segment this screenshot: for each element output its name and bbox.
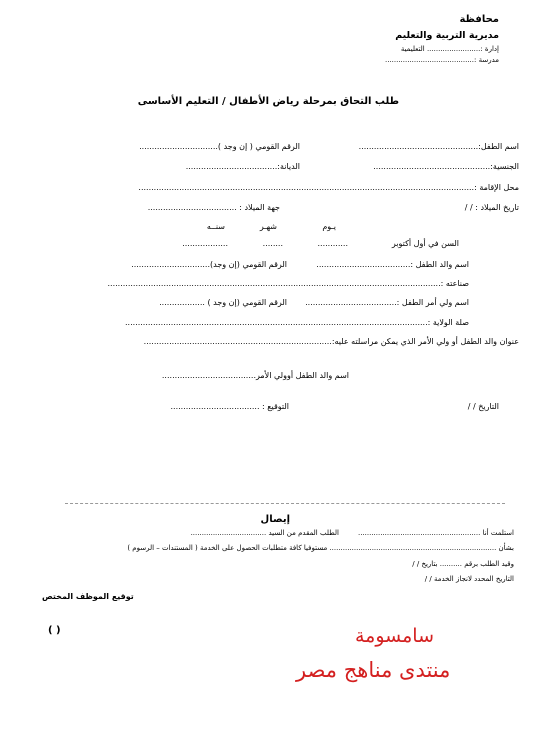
relationship-field: صلة الولاية :....................................................................................................................... [125,318,469,327]
column-day: يـوم [322,222,336,231]
receipt-line-4: التاريخ المحدد لانجاز الخدمة / / [424,575,514,583]
age-month-dots: ........ [262,239,283,248]
father-name-field: اسم والد الطفل :..................................... [316,260,469,269]
guardian-name-field: اسم ولي أمر الطفل :.................................... [305,298,469,307]
nationality-field: الجنسية:.............................................. [373,162,519,171]
receipt-title: إيصال [260,514,290,525]
national-id-field-3: الرقم القومي (إن وجد ) .................. [159,298,287,307]
religion-field: الديانة:.................................... [185,162,300,171]
national-id-field-1: الرقم القومي ( إن وجد )............................... [139,142,300,151]
receipt-line-2: بشأن ........................................................................... مستوفيا كافة متطلبات الحصول على الخدمة ( المستندات – الرسوم ) [127,544,514,552]
page-title: طلب التحاق بمرحلة رياض الأطفال / التعليم الأساسى [137,96,399,107]
birth-date-field: تاريخ الميلاد : / / [464,203,519,212]
father-job-field: صناعته :................................................................................................................................... [107,279,469,288]
receipt-line-1-left: الطلب المقدم من السيد .................................. [190,529,339,537]
administration-line: إدارة :........................ التعليمية [400,45,499,53]
school-line: مدرسة :........................................ [384,56,499,64]
address-field: عنوان والد الطفل أو ولي الأمر الذي يمكن مراسلته عليه:.......................................................................... [143,337,519,346]
governorate-label: محافظة [459,14,499,25]
residence-field: محل الإقامة :.................................................................................................................................... [138,183,519,192]
signature-field: التوقيع : ................................... [170,402,289,411]
directorate-label: مديرية التربية والتعليم [395,30,499,41]
receipt-line-3: وقيد الطلب برقم .......... بتاريخ / / [412,560,514,568]
stamp-line-2: منتدى مناهج مصر [296,658,451,682]
date-field: التاريخ / / [467,402,499,411]
employee-signature-box: ( ) [48,625,61,636]
birth-place-field: جهة الميلاد : ................................... [147,203,280,212]
signer-name-field: اسم والد الطفل أوولي الأمر..................................... [161,371,349,380]
child-name-field: اسم الطفل:............................................... [358,142,519,151]
employee-signature-label: توقيع الموظف المختص [42,592,134,601]
age-day-dots: ............ [317,239,348,248]
receipt-line-1-right: استلمت أنا ....................................................... [357,529,514,537]
column-year: سنــه [206,222,225,231]
age-october-label: السن في أول أكتوبر [391,239,459,248]
age-year-dots: .................. [182,239,228,248]
national-id-field-2: الرقم القومي (إن وجد)............................... [131,260,287,269]
separator-line [65,503,505,504]
stamp-line-1: سامسومة [355,625,435,647]
column-month: شهـر [259,222,277,231]
